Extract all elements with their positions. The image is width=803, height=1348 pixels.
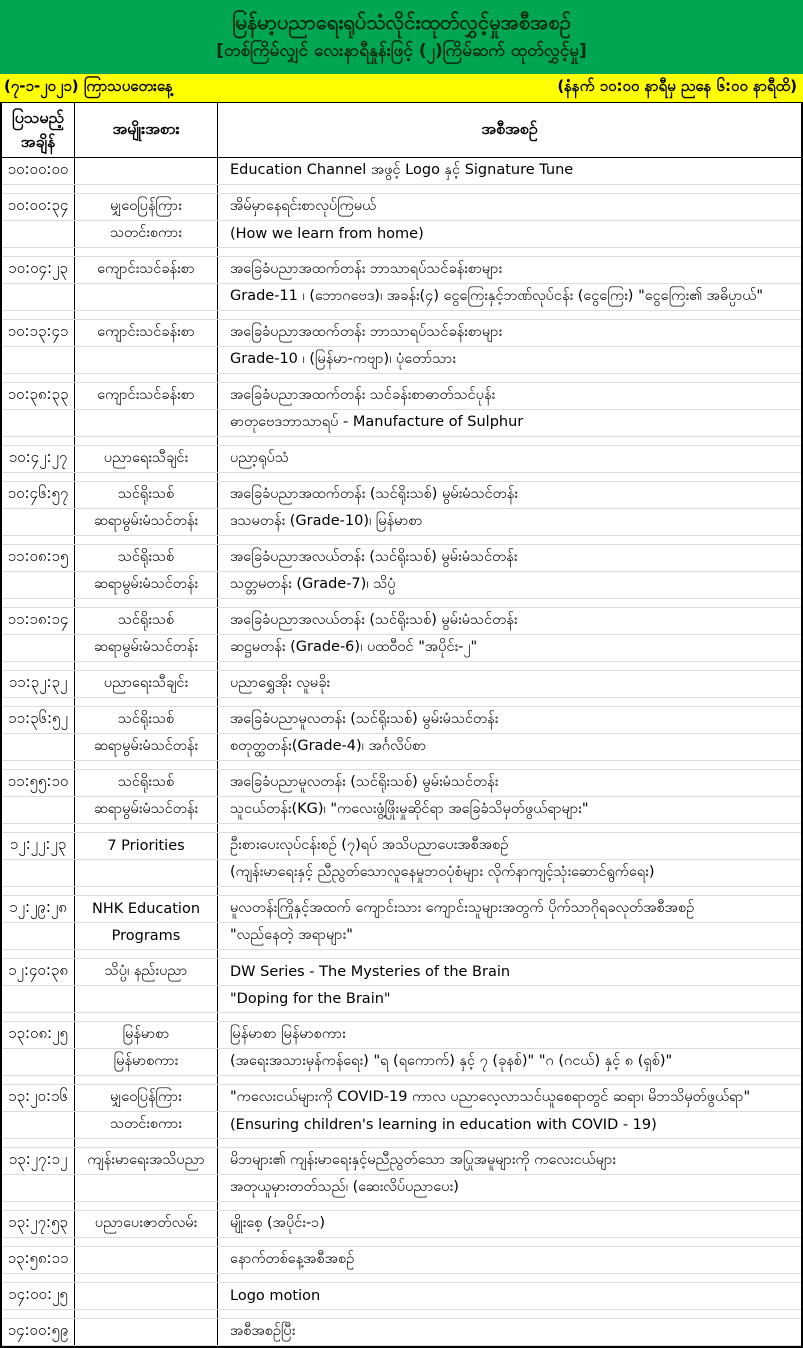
row-spacer	[2, 1274, 801, 1283]
table-subrow	[2, 446, 801, 473]
spacer-time-cell	[2, 824, 75, 832]
program-cell: (How we learn from home)	[230, 226, 424, 242]
time-cell: ၁၂:၂၉:၂၈	[2, 896, 75, 922]
spacer-time-cell	[2, 473, 75, 481]
spacer-category-cell	[75, 1202, 218, 1210]
spacer-time-cell	[2, 1013, 75, 1021]
table-subrow	[2, 797, 801, 824]
time-cell	[2, 410, 75, 436]
table-subrow	[2, 1022, 801, 1049]
table-subrow	[2, 671, 801, 698]
table-subrow	[2, 221, 801, 248]
table-subrow	[2, 284, 801, 311]
category-cell: သတင်းစကား	[75, 1112, 218, 1138]
row-spacer	[2, 950, 801, 959]
spacer-program-cell	[218, 473, 801, 481]
time-cell	[2, 860, 75, 886]
program-cell: အတုယူမှားတတ်သည်၊ (ဆေးလိပ်ပညာပေး)	[230, 1178, 459, 1195]
spacer-program-cell	[218, 824, 801, 832]
spacer-program-cell	[218, 1238, 801, 1246]
date-bar	[0, 74, 803, 102]
category-cell	[75, 1175, 218, 1201]
category-cell: ဆရာမွမ်းမံသင်တန်း	[75, 734, 218, 760]
table-subrow	[2, 923, 801, 950]
category-cell	[75, 1319, 218, 1345]
table-row	[2, 194, 801, 257]
table-subrow	[2, 608, 801, 635]
category-cell: ဆရာမွမ်းမံသင်တန်း	[75, 635, 218, 661]
category-cell	[75, 284, 218, 310]
table-row	[2, 707, 801, 770]
program-cell: Education Channel အဖွင့် Logo နှင့် Signature Tune	[230, 161, 574, 178]
time-cell	[2, 1175, 75, 1201]
spacer-category-cell	[75, 437, 218, 445]
category-cell: သင်ရိုးသစ်	[75, 770, 218, 796]
row-spacer	[2, 1013, 801, 1022]
spacer-category-cell	[75, 599, 218, 607]
spacer-category-cell	[75, 311, 218, 319]
table-row	[2, 383, 801, 446]
program-cell: မူလတန်းကြိုနှင့်အထက် ကျောင်းသား ကျောင်းသူများအတွက် ပိုက်သာဂိုရခလုတ်အစီအစဉ်	[230, 899, 695, 916]
table-subrow	[2, 833, 801, 860]
program-cell: အိမ်မှာနေရင်းစာလုပ်ကြမယ်	[230, 197, 377, 214]
program-cell: အခြေခံပညာအထက်တန်း သင်ခန်းစာဓာတ်သင်ပုန်း	[230, 386, 496, 403]
time-cell: ၁၀:၀၀:၀၀	[2, 158, 75, 184]
spacer-time-cell	[2, 662, 75, 670]
time-cell: ၁၀:၀၄:၂၃	[2, 257, 75, 283]
table-row	[2, 1247, 801, 1283]
row-spacer	[2, 1139, 801, 1148]
table-subrow	[2, 770, 801, 797]
table-row	[2, 770, 801, 833]
program-cell: အခြေခံပညာအလယ်တန်း (သင်ရိုးသစ်) မွမ်းမံသင်တန်း	[230, 548, 518, 565]
table-subrow	[2, 383, 801, 410]
time-cell: ၁၀:၁၃:၄၁	[2, 320, 75, 346]
table-subrow	[2, 1175, 801, 1202]
table-row	[2, 545, 801, 608]
spacer-program-cell	[218, 374, 801, 382]
time-cell	[2, 923, 75, 949]
row-spacer	[2, 248, 801, 257]
schedule-table	[0, 102, 803, 1348]
table-subrow	[2, 410, 801, 437]
schedule-table-body	[2, 158, 801, 1346]
time-cell: ၁၃:၂၇:၅၃	[2, 1211, 75, 1237]
program-cell: မိဘများ၏ ကျန်းမာရေးနှင့်မညီညွတ်သော အပြုအမူများကို ကလေးငယ်များ	[230, 1151, 616, 1168]
table-subrow	[2, 1247, 801, 1274]
spacer-program-cell	[218, 437, 801, 445]
program-cell: မျိုးစေ့ (အပိုင်း-၁)	[230, 1214, 325, 1231]
category-cell: ဆရာမွမ်းမံသင်တန်း	[75, 797, 218, 823]
table-row	[2, 671, 801, 707]
program-cell: "လည်နေတဲ့ အရာများ"	[230, 926, 353, 943]
time-cell	[2, 1049, 75, 1075]
spacer-category-cell	[75, 473, 218, 481]
time-cell: ၁၁:၅၅:၁၀	[2, 770, 75, 796]
program-cell: နောက်တစ်နေ့အစီအစဉ်	[230, 1250, 355, 1267]
program-cell: ပညာရွှေအိုး လူမခိုး	[230, 674, 331, 691]
table-row	[2, 608, 801, 671]
category-cell	[75, 860, 218, 886]
category-cell: NHK Education	[75, 896, 218, 922]
spacer-program-cell	[218, 950, 801, 958]
spacer-category-cell	[75, 374, 218, 382]
table-row	[2, 1283, 801, 1319]
table-row	[2, 896, 801, 959]
program-cell: Grade-11 ၊ (ဘောဂဗေဒ)၊ အခန်း(၄) ငွေကြေးနှင့်ဘဏ်လုပ်ငန်း (ငွေကြေး) "ငွေကြေး၏ အဓိပ္ပာယ်"	[230, 287, 764, 304]
spacer-program-cell	[218, 1310, 801, 1318]
program-cell: အခြေခံပညာမူလတန်း (သင်ရိုးသစ်) မွမ်းမံသင်တန်း	[230, 710, 499, 727]
program-cell: (ကျန်းမာရေးနှင့် ညီညွတ်သောလူနေမှုဘဝပုံစံများ လိုက်နာကျင့်သုံးဆောင်ရွက်ရေး)	[230, 863, 655, 880]
row-spacer	[2, 887, 801, 896]
spacer-time-cell	[2, 1310, 75, 1318]
category-cell: ပညာရေးသီချင်း	[75, 671, 218, 697]
spacer-program-cell	[218, 1139, 801, 1147]
program-cell: အခြေခံပညာအထက်တန်း ဘာသာရပ်သင်ခန်းစာများ	[230, 323, 503, 340]
time-cell: ၁၄:၀၀:၅၉	[2, 1319, 75, 1345]
spacer-program-cell	[218, 887, 801, 895]
table-subrow	[2, 707, 801, 734]
spacer-category-cell	[75, 824, 218, 832]
column-header-time	[2, 103, 75, 157]
program-cell: မြန်မာစာ မြန်မာစကား	[230, 1025, 346, 1042]
program-cell: "Doping for the Brain"	[230, 991, 391, 1007]
spacer-program-cell	[218, 311, 801, 319]
spacer-category-cell	[75, 248, 218, 256]
spacer-category-cell	[75, 1238, 218, 1246]
spacer-category-cell	[75, 887, 218, 895]
column-header-time-line2: အချိန်	[20, 132, 56, 151]
category-cell: သင်ရိုးသစ်	[75, 545, 218, 571]
time-cell	[2, 635, 75, 661]
spacer-category-cell	[75, 1139, 218, 1147]
column-header-time-line1: ပြသမည့်	[12, 108, 64, 127]
table-row	[2, 833, 801, 896]
table-row	[2, 257, 801, 320]
spacer-category-cell	[75, 536, 218, 544]
time-cell	[2, 572, 75, 598]
table-row	[2, 446, 801, 482]
time-cell: ၁၄:၀၀:၂၅	[2, 1283, 75, 1309]
table-subrow	[2, 896, 801, 923]
table-subrow	[2, 257, 801, 284]
time-cell	[2, 347, 75, 373]
table-row	[2, 1022, 801, 1085]
category-cell: ဆရာမွမ်းမံသင်တန်း	[75, 572, 218, 598]
category-cell: သင်ရိုးသစ်	[75, 707, 218, 733]
category-cell: မြန်မာစကား	[75, 1049, 218, 1075]
row-spacer	[2, 599, 801, 608]
category-cell: မြန်မာစာ	[75, 1022, 218, 1048]
spacer-program-cell	[218, 1274, 801, 1282]
spacer-program-cell	[218, 185, 801, 193]
table-subrow	[2, 194, 801, 221]
row-spacer	[2, 761, 801, 770]
spacer-program-cell	[218, 248, 801, 256]
table-row	[2, 158, 801, 194]
table-subrow	[2, 1211, 801, 1238]
table-row	[2, 320, 801, 383]
table-subrow	[2, 347, 801, 374]
program-cell: ဒသမတန်း (Grade-10)၊ မြန်မာစာ	[230, 512, 423, 529]
table-subrow	[2, 959, 801, 986]
table-subrow	[2, 986, 801, 1013]
time-cell: ၁၁:၃၂:၃၂	[2, 671, 75, 697]
table-subrow	[2, 158, 801, 185]
spacer-time-cell	[2, 437, 75, 445]
time-cell: ၁၁:၀၈:၁၅	[2, 545, 75, 571]
table-row	[2, 959, 801, 1022]
spacer-program-cell	[218, 761, 801, 769]
column-header-category: အမျိုးအစား	[75, 103, 218, 157]
time-cell	[2, 986, 75, 1012]
row-spacer	[2, 185, 801, 194]
table-subrow	[2, 1283, 801, 1310]
category-cell: 7 Priorities	[75, 833, 218, 859]
spacer-time-cell	[2, 1076, 75, 1084]
spacer-category-cell	[75, 1274, 218, 1282]
time-cell: ၁၀:၄၂:၂၇	[2, 446, 75, 472]
table-row	[2, 1211, 801, 1247]
program-cell: အခြေခံပညာအလယ်တန်း (သင်ရိုးသစ်) မွမ်းမံသင်တန်း	[230, 611, 518, 628]
row-spacer	[2, 824, 801, 833]
row-spacer	[2, 1238, 801, 1247]
program-cell: အခြေခံပညာအထက်တန်း (သင်ရိုးသစ်) မွမ်းမံသင်တန်း	[230, 485, 518, 502]
program-cell: "ကလေးငယ်များကို COVID-19 ကာလ ပညာလေ့လာသင်ယူစေရာတွင် ဆရာ၊ မိဘသိမှတ်ဖွယ်ရာ"	[230, 1088, 751, 1105]
spacer-time-cell	[2, 887, 75, 895]
category-cell: မျှဝေပြန်ကြား	[75, 1085, 218, 1111]
broadcast-date: (၇-၁-၂၀၂၁) ကြာသပတေးနေ့	[4, 77, 173, 95]
spacer-time-cell	[2, 185, 75, 193]
spacer-category-cell	[75, 698, 218, 706]
row-spacer	[2, 437, 801, 446]
table-row	[2, 1148, 801, 1211]
spacer-category-cell	[75, 1013, 218, 1021]
time-cell: ၁၃:၀၈:၂၅	[2, 1022, 75, 1048]
category-cell: သိပ္ပံ၊ နည်းပညာ	[75, 959, 218, 985]
category-cell: ကျောင်းသင်ခန်းစာ	[75, 320, 218, 346]
spacer-time-cell	[2, 1274, 75, 1282]
spacer-time-cell	[2, 311, 75, 319]
category-cell	[75, 986, 218, 1012]
spacer-program-cell	[218, 698, 801, 706]
time-cell	[2, 221, 75, 247]
spacer-time-cell	[2, 248, 75, 256]
time-cell	[2, 509, 75, 535]
program-cell: Logo motion	[230, 1288, 321, 1304]
program-cell: သတ္တမတန်း (Grade-7)၊ သိပ္ပံ	[230, 575, 396, 592]
program-cell: အစီအစဉ်ပြီး	[230, 1322, 296, 1339]
time-cell: ၁၂:၂၂:၂၃	[2, 833, 75, 859]
category-cell: ပညာရေးသီချင်း	[75, 446, 218, 472]
row-spacer	[2, 1202, 801, 1211]
table-subrow	[2, 1148, 801, 1175]
category-cell	[75, 347, 218, 373]
spacer-time-cell	[2, 599, 75, 607]
category-cell: သင်ရိုးသစ်	[75, 482, 218, 508]
spacer-program-cell	[218, 1076, 801, 1084]
category-cell: ကျန်းမာရေးအသိပညာ	[75, 1148, 218, 1174]
time-cell: ၁၂:၄၀:၃၈	[2, 959, 75, 985]
spacer-category-cell	[75, 1076, 218, 1084]
program-cell: သူငယ်တန်း(KG)၊ "ကလေးဖွံ့ဖြိုးမှုဆိုင်ရာ အခြေခံသိမှတ်ဖွယ်ရာများ"	[230, 800, 589, 817]
spacer-time-cell	[2, 1238, 75, 1246]
spacer-time-cell	[2, 1139, 75, 1147]
time-cell: ၁၃:၂၇:၁၂	[2, 1148, 75, 1174]
program-cell: (Ensuring children's learning in education with COVID - 19)	[230, 1117, 657, 1133]
row-spacer	[2, 662, 801, 671]
spacer-program-cell	[218, 662, 801, 670]
program-cell: အခြေခံပညာအထက်တန်း ဘာသာရပ်သင်ခန်းစာများ	[230, 260, 503, 277]
category-cell	[75, 1247, 218, 1273]
category-cell: ပညာပေးဇာတ်လမ်း	[75, 1211, 218, 1237]
program-cell: (အရေးအသားမှန်ကန်ရေး) "ရ (ရကောက်) နှင့် ၇ (ခုနစ်)" "ဂ (ဂငယ်) နှင့် ၈ (ရှစ်)"	[230, 1052, 673, 1069]
spacer-program-cell	[218, 1013, 801, 1021]
spacer-time-cell	[2, 698, 75, 706]
category-cell: ကျောင်းသင်ခန်းစာ	[75, 257, 218, 283]
program-cell: ဓာတုဗေဒဘာသာရပ် - Manufacture of Sulphur	[230, 413, 524, 430]
table-subrow	[2, 482, 801, 509]
spacer-time-cell	[2, 950, 75, 958]
table-subrow	[2, 1112, 801, 1139]
category-cell: ဆရာမွမ်းမံသင်တန်း	[75, 509, 218, 535]
time-cell: ၁၀:၄၆:၅၇	[2, 482, 75, 508]
spacer-category-cell	[75, 185, 218, 193]
program-cell: စတုတ္ထတန်း(Grade-4)၊ အင်္ဂလိပ်စာ	[230, 737, 427, 754]
channel-header	[0, 0, 803, 74]
program-cell: ဦးစားပေးလုပ်ငန်းစဉ် (၇)ရပ် အသိပညာပေးအစီအစဉ်	[230, 836, 509, 853]
row-spacer	[2, 1076, 801, 1085]
table-row	[2, 1319, 801, 1346]
table-subrow	[2, 320, 801, 347]
time-cell	[2, 734, 75, 760]
page-subtitle: [တစ်ကြိမ်လျှင် လေးနာရီနှုန်းဖြင့် (၂)ကြိမ်ဆက် ထုတ်လွှင့်မှု]	[216, 41, 587, 61]
spacer-time-cell	[2, 1202, 75, 1210]
time-cell: ၁၀:၃၈:၃၃	[2, 383, 75, 409]
spacer-category-cell	[75, 950, 218, 958]
category-cell	[75, 1283, 218, 1309]
table-subrow	[2, 1085, 801, 1112]
row-spacer	[2, 536, 801, 545]
time-cell	[2, 1112, 75, 1138]
page-title: မြန်မာ့ပညာရေးရုပ်သံလိုင်းထုတ်လွှင့်မှုအစီအစဉ်	[232, 10, 571, 34]
row-spacer	[2, 698, 801, 707]
program-cell: ဆဋ္ဌမတန်း (Grade-6)၊ ပထဝီဝင် "အပိုင်း-၂"	[230, 638, 478, 655]
spacer-time-cell	[2, 536, 75, 544]
category-cell: သတင်းစကား	[75, 221, 218, 247]
category-cell: သင်ရိုးသစ်	[75, 608, 218, 634]
table-header-row	[2, 103, 801, 158]
program-cell: DW Series - The Mysteries of the Brain	[230, 964, 511, 980]
table-subrow	[2, 860, 801, 887]
table-row	[2, 1085, 801, 1148]
table-subrow	[2, 635, 801, 662]
category-cell: Programs	[75, 923, 218, 949]
time-cell	[2, 284, 75, 310]
time-cell: ၁၁:၃၆:၅၂	[2, 707, 75, 733]
table-subrow	[2, 545, 801, 572]
spacer-category-cell	[75, 662, 218, 670]
time-cell: ၁၀:၀၀:၃၄	[2, 194, 75, 220]
program-cell: အခြေခံပညာမူလတန်း (သင်ရိုးသစ်) မွမ်းမံသင်တန်း	[230, 773, 499, 790]
spacer-category-cell	[75, 1310, 218, 1318]
column-header-program: အစီအစဉ်	[481, 119, 538, 138]
category-cell: ကျောင်းသင်ခန်းစာ	[75, 383, 218, 409]
table-subrow	[2, 1049, 801, 1076]
row-spacer	[2, 311, 801, 320]
spacer-program-cell	[218, 536, 801, 544]
time-cell: ၁၃:၅၈:၁၁	[2, 1247, 75, 1273]
spacer-program-cell	[218, 599, 801, 607]
row-spacer	[2, 473, 801, 482]
table-row	[2, 482, 801, 545]
program-cell: Grade-10 ၊ (မြန်မာ-ကဗျာ)၊ ပုံတော်သား	[230, 350, 456, 367]
table-subrow	[2, 1319, 801, 1346]
broadcast-time-range: (နံနက် ၁၀:၀၀ နာရီမှ ညနေ ၆:၀၀ နာရီထိ)	[557, 77, 797, 95]
spacer-category-cell	[75, 761, 218, 769]
spacer-time-cell	[2, 374, 75, 382]
row-spacer	[2, 374, 801, 383]
table-subrow	[2, 734, 801, 761]
spacer-program-cell	[218, 1202, 801, 1210]
row-spacer	[2, 1310, 801, 1319]
time-cell: ၁၁:၁၈:၁၄	[2, 608, 75, 634]
category-cell: မျှဝေပြန်ကြား	[75, 194, 218, 220]
table-subrow	[2, 509, 801, 536]
category-cell	[75, 410, 218, 436]
category-cell	[75, 158, 218, 184]
spacer-time-cell	[2, 761, 75, 769]
program-cell: ပညာ့ရုပ်သံ	[230, 449, 289, 466]
time-cell	[2, 797, 75, 823]
time-cell: ၁၃:၂၀:၁၆	[2, 1085, 75, 1111]
table-subrow	[2, 572, 801, 599]
